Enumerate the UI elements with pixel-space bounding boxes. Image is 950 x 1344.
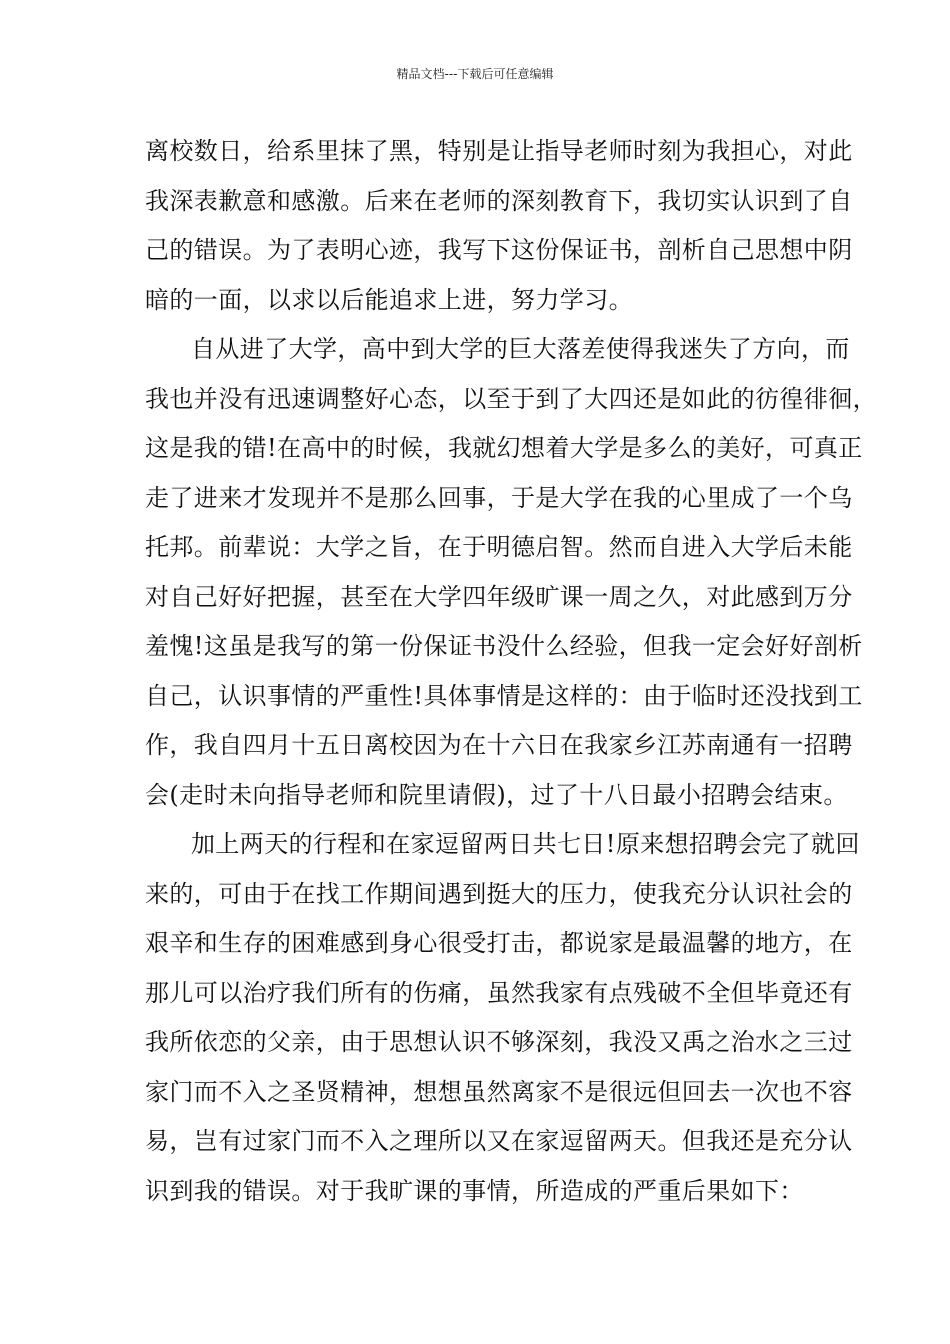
text-line: 艰辛和生存的困难感到身心很受打击，都说家是最温馨的地方，在 <box>145 929 853 957</box>
text-line-first: 自从进了大学，高中到大学的巨大落差使得我迷失了方向，而 <box>191 335 850 363</box>
paragraph-2 <box>145 325 877 820</box>
text-line: 易，岂有过家门而不入之理所以又在家逗留两天。但我还是充分认 <box>145 1127 853 1155</box>
text-line: 离校数日，给系里抹了黑，特别是让指导老师时刻为我担心，对此 <box>145 137 853 165</box>
text-line: 会(走时未向指导老师和院里请假)，过了十八日最小招聘会结束。 <box>145 780 848 809</box>
text-line: 对自己好好把握，甚至在大学四年级旷课一周之久，对此感到万分 <box>145 582 853 611</box>
text-line: 走了进来才发现并不是那么回事，于是大学在我的心里成了一个乌 <box>145 483 853 512</box>
text-line-first: 加上两天的行程和在家逗留两日共七日!原来想招聘会完了就回 <box>191 830 860 858</box>
document-body <box>145 127 877 1216</box>
page-header: 精品文档---下载后可任意编辑 <box>396 67 554 81</box>
text-line: 我深表歉意和感激。后来在老师的深刻教育下，我切实认识到了自 <box>145 186 853 215</box>
paragraph-3 <box>145 820 860 1216</box>
text-line: 我也并没有迅速调整好心态，以至于到了大四还是如此的彷徨徘徊， <box>145 384 877 413</box>
text-line: 这是我的错!在高中的时候，我就幻想着大学是多么的美好，可真正 <box>145 434 863 462</box>
text-line: 羞愧!这虽是我写的第一份保证书没什么经验，但我一定会好好剖析 <box>145 632 863 660</box>
text-line: 识到我的错误。对于我旷课的事情，所造成的严重后果如下： <box>145 1176 804 1205</box>
text-line: 暗的一面，以求以后能追求上进，努力学习。 <box>145 285 633 314</box>
text-line: 来的，可由于在找工作期间遇到挺大的压力，使我充分认识社会的 <box>145 879 853 908</box>
text-line: 家门而不入之圣贤精神，想想虽然离家不是很远但回去一次也不容 <box>145 1077 853 1106</box>
text-line: 己的错误。为了表明心迹，我写下这份保证书，剖析自己思想中阴 <box>145 236 853 264</box>
text-line: 我所依恋的父亲，由于思想认识不够深刻，我没又禹之治水之三过 <box>145 1028 853 1056</box>
text-line: 托邦。前辈说：大学之旨，在于明德启智。然而自进入大学后未能 <box>145 533 853 561</box>
paragraph-1 <box>145 127 853 325</box>
text-line: 作，我自四月十五日离校因为在十六日在我家乡江苏南通有一招聘 <box>145 731 853 759</box>
text-line: 那儿可以治疗我们所有的伤痛，虽然我家有点残破不全但毕竟还有 <box>145 978 853 1007</box>
text-line: 自己，认识事情的严重性!具体事情是这样的：由于临时还没找到工 <box>145 681 863 710</box>
